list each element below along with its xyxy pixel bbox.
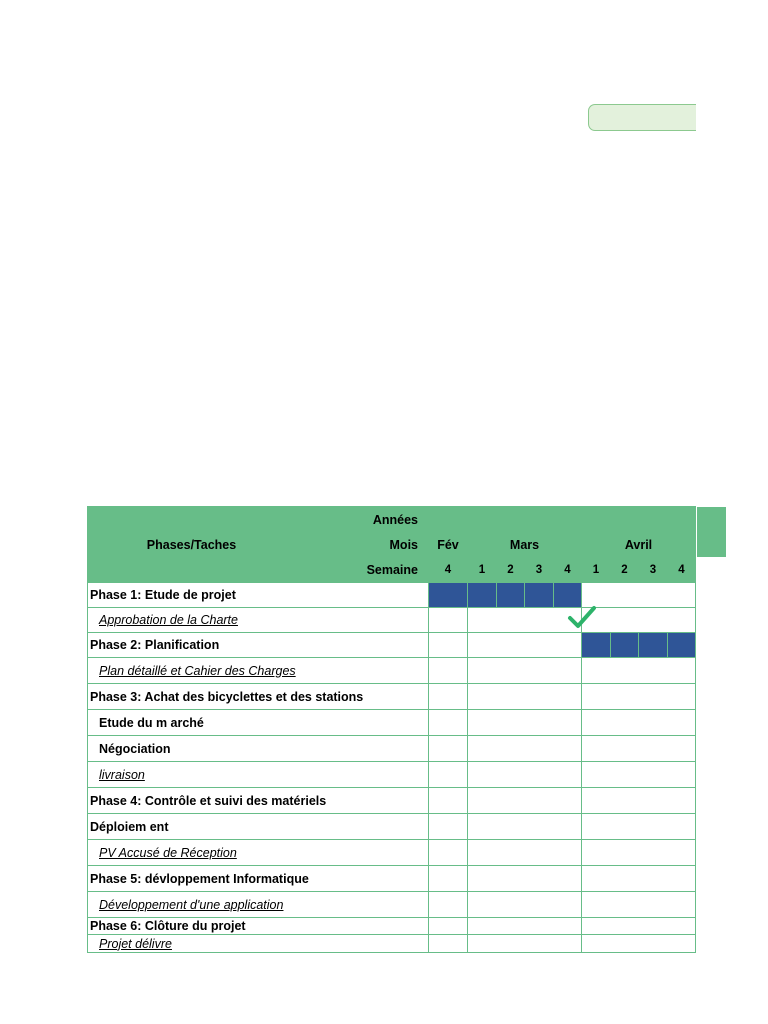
gantt-empty-cell [468, 608, 582, 633]
header-extension-block [697, 507, 726, 557]
mois-header: Mois [296, 533, 429, 558]
gantt-empty-cell [429, 684, 468, 710]
table-row [88, 935, 696, 953]
row-label: livraison [88, 762, 429, 788]
row-label: Déploiem ent [88, 814, 429, 840]
gantt-empty-cell [429, 814, 468, 840]
annees-value-cell [429, 507, 696, 533]
gantt-empty-cell [582, 788, 696, 814]
gantt-empty-cell [582, 710, 696, 736]
gantt-empty-cell [582, 840, 696, 866]
gantt-empty-cell [468, 918, 582, 935]
gantt-empty-cell [582, 658, 696, 684]
week-cell: 1 [582, 558, 611, 583]
gantt-empty-cell [582, 814, 696, 840]
table-row [88, 658, 696, 684]
row-label: PV Accusé de Réception [88, 840, 429, 866]
gantt-bar-cell [668, 633, 696, 658]
annees-header: Années [296, 507, 429, 533]
week-cell: 4 [429, 558, 468, 583]
gantt-empty-cell [582, 935, 696, 953]
table-row [88, 583, 696, 608]
gantt-empty-cell [582, 583, 696, 608]
gantt-empty-cell [582, 736, 696, 762]
gantt-bar-cell [429, 583, 468, 608]
table-row [88, 684, 696, 710]
week-cell: 2 [497, 558, 525, 583]
month-mars: Mars [468, 533, 582, 558]
gantt-empty-cell [582, 866, 696, 892]
gantt-empty-cell [468, 658, 582, 684]
table-row [88, 788, 696, 814]
gantt-empty-cell [429, 892, 468, 918]
row-label: Approbation de la Charte [88, 608, 429, 633]
gantt-bar-cell [468, 583, 497, 608]
gantt-empty-cell [429, 866, 468, 892]
row-label: Etude du m arché [88, 710, 429, 736]
gantt-empty-cell [429, 935, 468, 953]
phases-header: Phases/Taches [88, 507, 296, 583]
semaine-header: Semaine [296, 558, 429, 583]
gantt-empty-cell [582, 918, 696, 935]
table-row [88, 892, 696, 918]
row-label: Plan détaillé et Cahier des Charges [88, 658, 429, 684]
week-cell: 4 [554, 558, 582, 583]
gantt-empty-cell [429, 658, 468, 684]
week-cell: 2 [611, 558, 639, 583]
table-row [88, 608, 696, 633]
gantt-empty-cell [468, 935, 582, 953]
table-row [88, 814, 696, 840]
gantt-empty-cell [582, 892, 696, 918]
table-row [88, 736, 696, 762]
gantt-empty-cell [429, 840, 468, 866]
row-label: Projet délivre [88, 935, 429, 953]
gantt-bar-cell [639, 633, 668, 658]
checkmark-icon [566, 604, 598, 632]
gantt-empty-cell [468, 840, 582, 866]
row-label: Phase 3: Achat des bicyclettes et des stations [88, 684, 429, 710]
gantt-bar-cell [497, 583, 525, 608]
gantt-empty-cell [468, 762, 582, 788]
month-avril: Avril [582, 533, 696, 558]
row-label: Phase 5: dévloppement Informatique [88, 866, 429, 892]
row-label: Négociation [88, 736, 429, 762]
table-row [88, 918, 696, 935]
gantt-empty-cell [582, 684, 696, 710]
gantt-empty-cell [429, 608, 468, 633]
row-label: Phase 6: Clôture du projet [88, 918, 429, 935]
gantt-bar-cell [525, 583, 554, 608]
gantt-empty-cell [429, 762, 468, 788]
month-fev: Fév [429, 533, 468, 558]
gantt-empty-cell [468, 866, 582, 892]
gantt-empty-cell [468, 892, 582, 918]
gantt-empty-cell [468, 710, 582, 736]
row-label: Phase 4: Contrôle et suivi des matériels [88, 788, 429, 814]
header-pill [588, 104, 696, 131]
table-row [88, 633, 696, 658]
gantt-empty-cell [429, 788, 468, 814]
gantt-empty-cell [468, 736, 582, 762]
table-row [88, 710, 696, 736]
week-cell: 4 [668, 558, 696, 583]
gantt-milestone-cell [582, 608, 696, 633]
gantt-empty-cell [429, 633, 468, 658]
gantt-empty-cell [468, 788, 582, 814]
row-label: Développement d'une application [88, 892, 429, 918]
week-cell: 3 [639, 558, 668, 583]
gantt-bar-cell [611, 633, 639, 658]
week-cell: 1 [468, 558, 497, 583]
gantt-table [87, 506, 696, 953]
row-label: Phase 1: Etude de projet [88, 583, 429, 608]
gantt-empty-cell [468, 684, 582, 710]
gantt-empty-cell [582, 762, 696, 788]
gantt-empty-cell [429, 918, 468, 935]
gantt-empty-cell [429, 736, 468, 762]
gantt-empty-cell [429, 710, 468, 736]
table-row [88, 840, 696, 866]
week-cell: 3 [525, 558, 554, 583]
gantt-empty-cell [468, 814, 582, 840]
table-row [88, 762, 696, 788]
table-row [88, 866, 696, 892]
gantt-bar-cell [582, 633, 611, 658]
row-label: Phase 2: Planification [88, 633, 429, 658]
gantt-empty-cell [468, 633, 582, 658]
